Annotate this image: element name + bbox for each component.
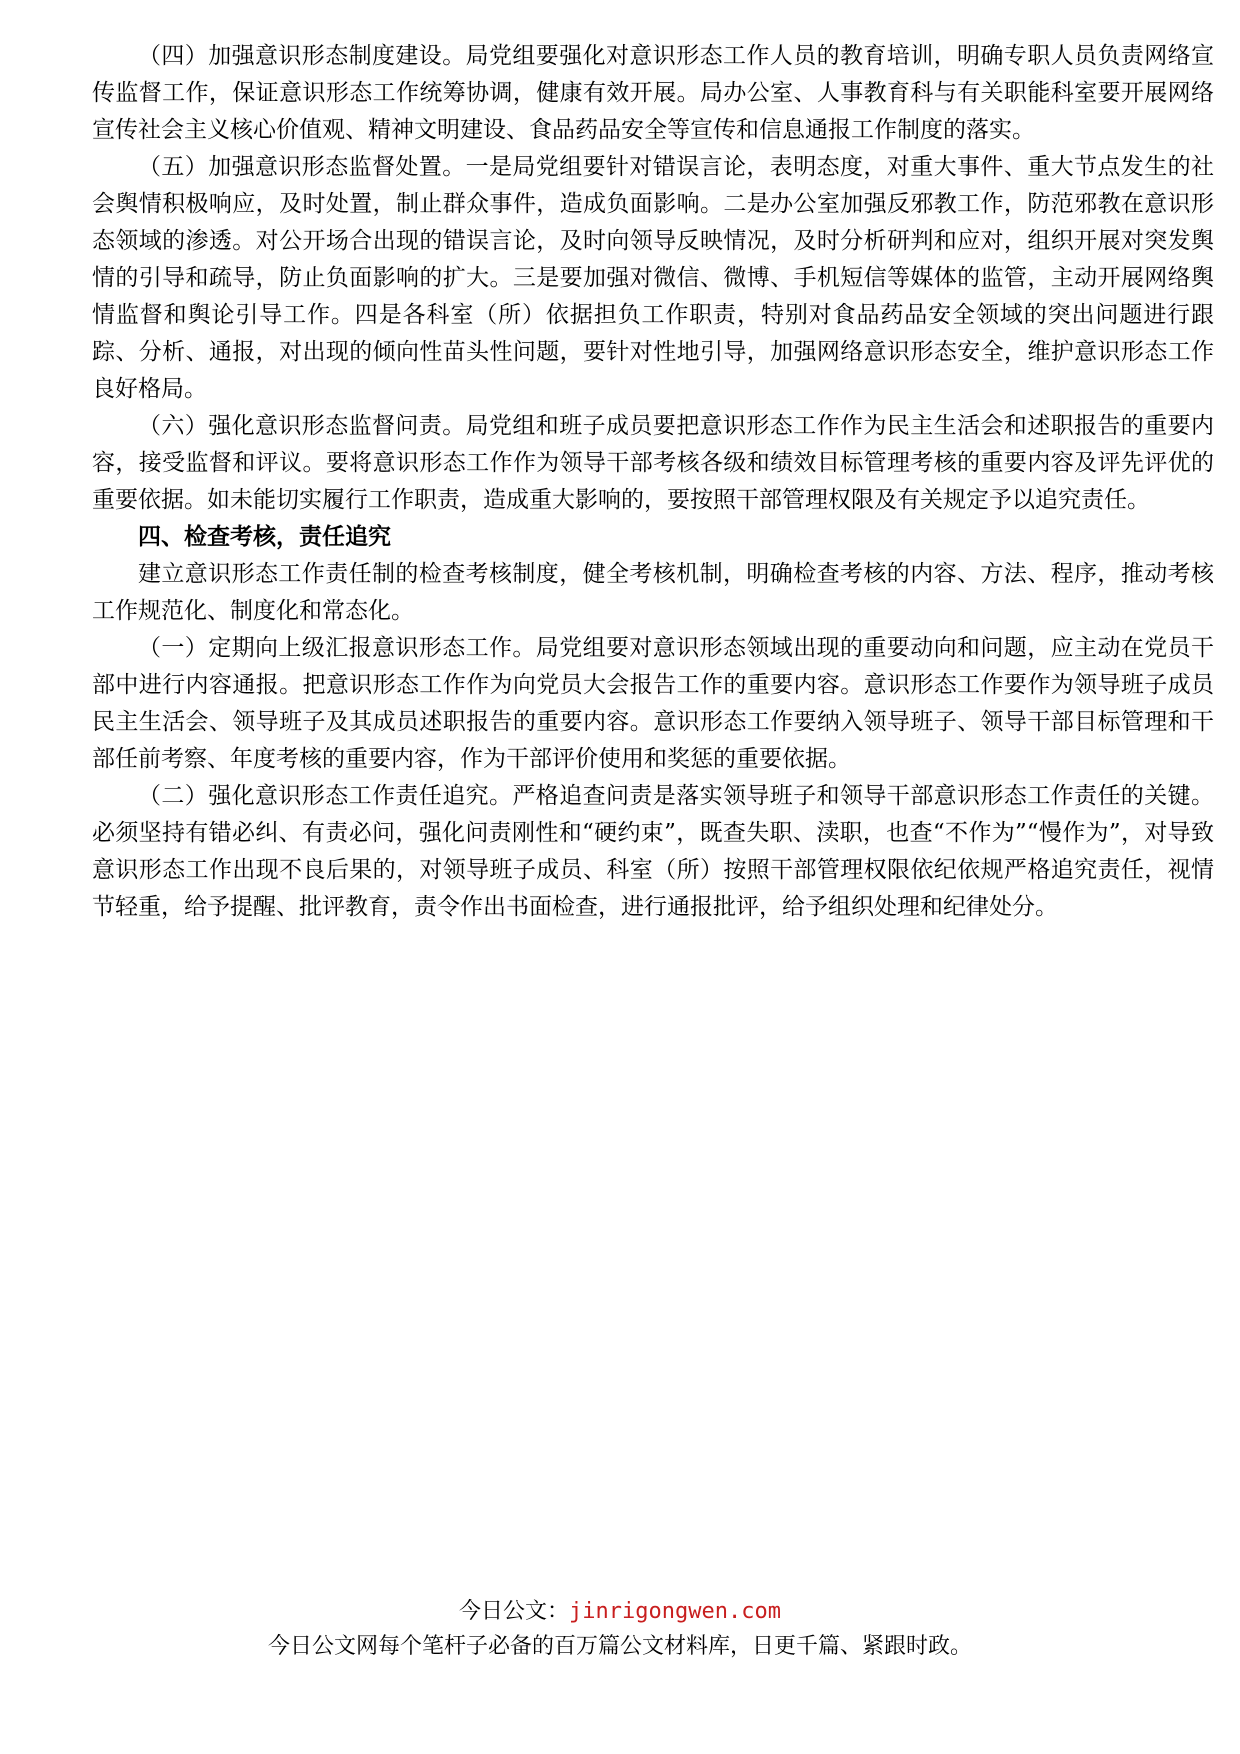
paragraph-5-supervision-handling: （五）加强意识形态监督处置。一是局党组要针对错误言论，表明态度，对重大事件、重大节点发生的社会舆情积极响应，及时处置，制止群众事件，造成负面影响。二是办公室加强反邪教工作，防范邪教在意识形态领域的渗透。对公开场合出现的错误言论，及时向领导反映情况，及时分析研判和应对，组织开展对突发舆情的引导和疏导，防止负面影响的扩大。三是要加强对微信、微博、手机短信等媒体的监管，主动开展网络舆情监督和舆论引导工作。四是各科室（所）依据担负工作职责，特别对食品药品安全领域的突出问题进行跟踪、分析、通报，对出现的倾向性苗头性问题，要针对性地引导，加强网络意识形态安全，维护意识形态工作良好格局。 [92,154,1214,402]
paragraph-inspection-intro: 建立意识形态工作责任制的检查考核制度，健全考核机制，明确检查考核的内容、方法、程序，推动考核工作规范化、制度化和常态化。 [92,561,1214,624]
footer-tagline: 今日公文网每个笔杆子必备的百万篇公文材料库，日更千篇、紧跟时政。 [267,1634,972,1659]
document-body [92,38,1214,926]
footer-site-line [0,1594,1240,1629]
section-heading-inspection: 四、检查考核，责任追究 [138,524,391,550]
paragraph-1-report-upward: （一）定期向上级汇报意识形态工作。局党组要对意识形态领域出现的重要动向和问题，应主动在党员干部中进行内容通报。把意识形态工作作为向党员大会报告工作的重要内容。意识形态工作要作为领导班子成员民主生活会、领导班子及其成员述职报告的重要内容。意识形态工作要纳入领导班子、领导干部目标管理和干部任前考察、年度考核的重要内容，作为干部评价使用和奖惩的重要依据。 [92,635,1214,772]
paragraph-6-accountability: （六）强化意识形态监督问责。局党组和班子成员要把意识形态工作作为民主生活会和述职报告的重要内容，接受监督和评议。要将意识形态工作作为领导干部考核各级和绩效目标管理考核的重要内容及评先评优的重要依据。如未能切实履行工作职责，造成重大影响的，要按照干部管理权限及有关规定予以追究责任。 [92,413,1214,513]
paragraph-2-responsibility-pursuit: （二）强化意识形态工作责任追究。严格追查问责是落实领导班子和领导干部意识形态工作责任的关键。必须坚持有错必纠、有责必问，强化问责刚性和“硬约束”，既查失职、渎职，也查“不作为”“慢作为”，对导致意识形态工作出现不良后果的，对领导班子成员、科室（所）按照干部管理权限依纪依规严格追究责任，视情节轻重，给予提醒、批评教育，责令作出书面检查，进行通报批评，给予组织处理和纪律处分。 [92,783,1214,920]
paragraph-4-system-building: （四）加强意识形态制度建设。局党组要强化对意识形态工作人员的教育培训，明确专职人员负责网络宣传监督工作，保证意识形态工作统筹协调，健康有效开展。局办公室、人事教育科与有关职能科室要开展网络宣传社会主义核心价值观、精神文明建设、食品药品安全等宣传和信息通报工作制度的落实。 [92,43,1214,143]
footer-site-label: 今日公文： [459,1599,570,1624]
footer-site-link[interactable]: jinrigongwen.com [569,1599,781,1624]
page-footer [0,1594,1240,1664]
